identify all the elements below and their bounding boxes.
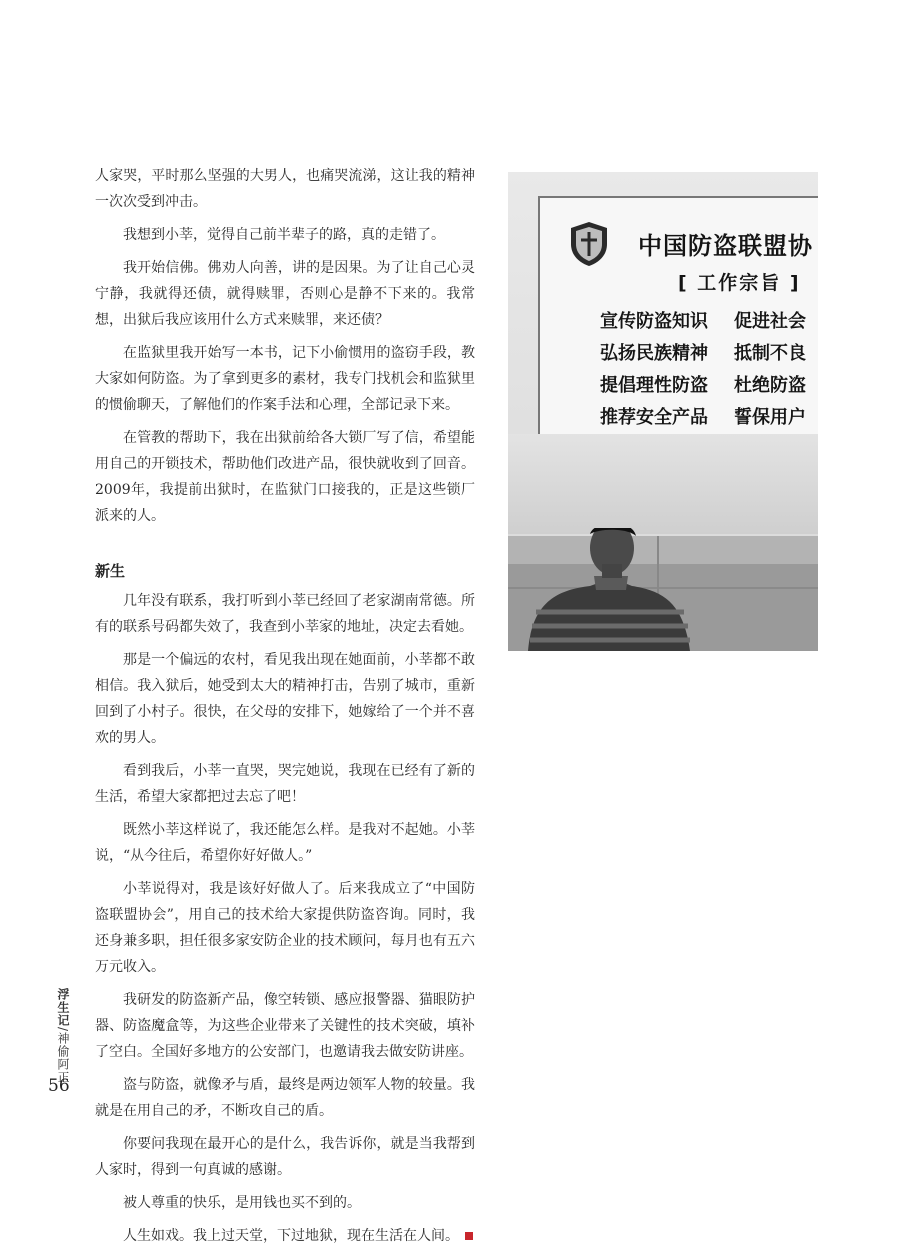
slogan-row: 宣传防盗知识 促进社会: [600, 311, 806, 332]
article-title: 神偷阿正: [56, 1032, 70, 1085]
paragraph: 那是一个偏远的农村，看见我出现在她面前，小莘都不敢相信。我入狱后，她受到太大的精神打击，告别了城市，重新回到了小村子。很快，在父母的安排下，她嫁给了一个并不喜欢的男人。: [95, 652, 475, 746]
paragraph: 在管教的帮助下，我在出狱前给各大锁厂写了信，希望能用自己的开锁技术，帮助他们改进产品，很快就收到了回音。2009年，我提前出狱时，在监狱门口接我的，正是这些锁厂派来的人。: [95, 430, 475, 524]
paragraph: 我开始信佛。佛劝人向善，讲的是因果。为了让自己心灵宁静，我就得还债，就得赎罪，否则心是静不下来的。我常想，出狱后我应该用什么方式来赎罪，来还债？: [95, 260, 475, 328]
paragraph: 在监狱里我开始写一本书，记下小偷惯用的盗窃手段，教大家如何防盗。为了拿到更多的素材，我专门找机会和监狱里的惯偷聊天，了解他们的作案手法和心理，全部记录下来。: [95, 345, 475, 413]
section-name: 浮生记: [56, 988, 70, 1027]
slogan-row: 推荐安全产品 誓保用户: [600, 407, 806, 428]
slogan-row: 弘扬民族精神 抵制不良: [600, 343, 806, 364]
paragraph: 盗与防盗，就像矛与盾，最终是两边领军人物的较量。我就是在用自己的矛，不断攻自己的盾。: [95, 1077, 475, 1119]
paragraph: 既然小莘这样说了，我还能怎么样。是我对不起她。小莘说，“从今往后，希望你好好做人。”: [95, 822, 475, 864]
poster-title: 中国防盗联盟协: [638, 232, 813, 260]
sidebar-separator: /: [56, 1027, 70, 1033]
wall-poster: [538, 196, 818, 438]
paragraph: 你要问我现在最开心的是什么，我告诉你，就是当我帮到人家时，得到一句真诚的感谢。: [95, 1136, 475, 1178]
paragraph: 几年没有联系，我打听到小莘已经回了老家湖南常德。所有的联系号码都失效了，我查到小莘家的地址，决定去看她。: [95, 593, 475, 635]
shield-logo-icon: [568, 220, 610, 268]
paragraph: 看到我后，小莘一直哭，哭完她说，我现在已经有了新的生活，希望大家都把过去忘了吧！: [95, 763, 475, 805]
paragraph: 人家哭，平时那么坚强的大男人，也痛哭流涕，这让我的精神一次次受到冲击。: [95, 168, 475, 210]
end-mark-icon: [465, 1232, 473, 1240]
wall: [508, 434, 818, 534]
paragraph: 被人尊重的快乐，是用钱也买不到的。: [123, 1195, 361, 1211]
section-sidebar: [46, 988, 72, 1084]
last-paragraph: [95, 1223, 475, 1249]
slogan-row: 提倡理性防盗 杜绝防盗: [600, 375, 806, 396]
paragraph: 小莘说得对，我是该好好做人了。后来我成立了“中国防盗联盟协会”，用自己的技术给大家提供防盗咨询。同时，我还身兼多职，担任很多家安防企业的技术顾问，每月也有五六万元收入。: [95, 881, 475, 975]
paragraph-text: 人生如戏。我上过天堂，下过地狱，现在生活在人间。: [123, 1228, 459, 1244]
page-number: 56: [48, 1076, 70, 1096]
article-column: [95, 163, 475, 1256]
section-heading: 新生: [95, 562, 126, 580]
paragraph: 我想到小莘，觉得自己前半辈子的路，真的走错了。: [123, 227, 445, 243]
poster-subtitle: [ 工作宗旨 ]: [678, 272, 801, 294]
poster-slogans: [600, 306, 818, 434]
paragraph: 我研发的防盗新产品，像空转锁、感应报警器、猫眼防护器、防盗魔盒等，为这些企业带来了关键性的技术突破，填补了空白。全国好多地方的公安部门，也邀请我去做安防讲座。: [95, 992, 475, 1060]
man-on-sofa-figure: [508, 528, 818, 651]
article-photo: [508, 172, 818, 651]
